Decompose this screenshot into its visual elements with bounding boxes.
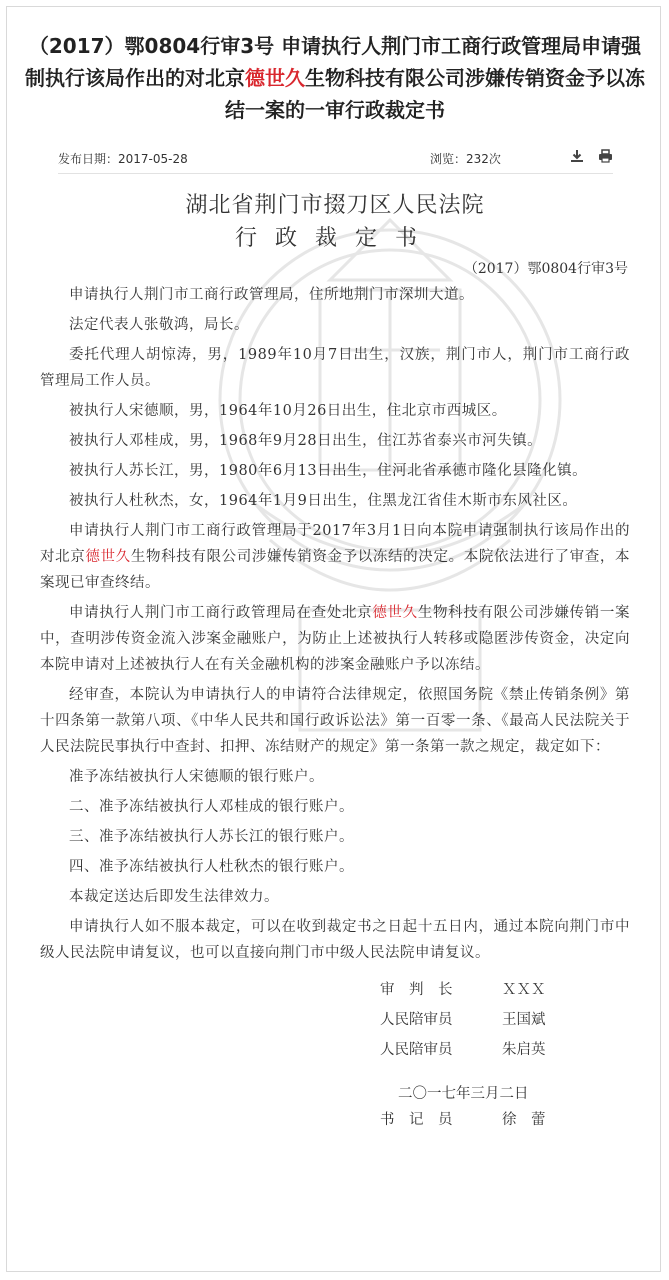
- paragraph: 委托代理人胡惊涛，男，1989年10月7日出生，汉族，荆门市人，荆门市工商行政管理局工作人员。: [40, 347, 630, 389]
- paragraph: 被执行人杜秋杰，女，1964年1月9日出生，住黑龙江省佳木斯市东风社区。: [69, 493, 578, 509]
- juror1-row: [380, 1008, 620, 1034]
- print-icon[interactable]: [598, 149, 613, 167]
- paragraph: 申请执行人荆门市工商行政管理局在查处北京德世久生物科技有限公司涉嫌传销一案中，查明涉传资金流入涉案金融账户，为防止上述被执行人转移或隐匿涉传资金，决定向本院申请对上述被执行人在有关金融机构的涉案金融账户予以冻结。: [40, 605, 631, 673]
- paragraph-list: [40, 282, 630, 966]
- juror2-row: [380, 1038, 620, 1064]
- paragraph: 经审查，本院认为申请执行人的申请符合法律规定，依照国务院《禁止传销条例》第十四条第一款第八项、《中华人民共和国行政诉讼法》第一百零一条、《最高人民法院关于人民法院民事执行中查封、扣押、冻结财产的规定》第一条第一款之规定，裁定如下：: [40, 687, 630, 755]
- paragraph: 被执行人邓桂成，男，1968年9月28日出生，住江苏省泰兴市河失镇。: [69, 433, 543, 449]
- paragraph: 二、准予冻结被执行人邓桂成的银行账户。: [69, 799, 354, 815]
- document-title: （2017）鄂0804行审3号 申请执行人荆门市工商行政管理局申请强制执行该局作出的对北京德世久生物科技有限公司涉嫌传销资金予以冻结一案的一审行政裁定书: [25, 34, 645, 122]
- paragraph: 四、准予冻结被执行人杜秋杰的银行账户。: [69, 859, 354, 875]
- paragraph: 法定代表人张敬鸿，局长。: [69, 317, 249, 333]
- clerk-row: [380, 1108, 620, 1134]
- clerk-name: 徐 蕾: [502, 1112, 546, 1128]
- header-divider: [58, 173, 613, 174]
- company-highlight: 德世久: [372, 605, 418, 621]
- juror2-role: 人民陪审员: [380, 1042, 453, 1058]
- paragraph: 申请执行人如不服本裁定，可以在收到裁定书之日起十五日内，通过本院向荆门市中级人民法院申请复议，也可以直接向荆门市中级人民法院申请复议。: [40, 919, 630, 961]
- document-type: 行政裁定书: [234, 226, 435, 251]
- paragraph: 被执行人宋德顺，男，1964年10月26日出生，住北京市西城区。: [69, 403, 507, 419]
- case-number: （2017）鄂0804行审3号: [463, 261, 628, 277]
- document-body: [40, 190, 631, 1128]
- meta-bar: [58, 150, 613, 170]
- signature-block: [40, 970, 630, 1128]
- paragraph: 申请执行人荆门市工商行政管理局，住所地荆门市深圳大道。: [69, 287, 474, 303]
- ruling-date: 二〇一七年三月二日: [398, 1086, 529, 1102]
- title-highlight: 德世久: [245, 66, 305, 90]
- judge-name: ＸＸＸ: [502, 982, 546, 998]
- juror1-name: 王国斌: [502, 1012, 546, 1028]
- company-highlight: 德世久: [85, 549, 131, 565]
- paragraph: 准予冻结被执行人宋德顺的银行账户。: [69, 769, 324, 785]
- paragraph: 本裁定送达后即发生法律效力。: [69, 889, 279, 905]
- clerk-role: 书 记 员: [380, 1112, 453, 1128]
- paragraph: 申请执行人荆门市工商行政管理局于2017年3月1日向本院申请强制执行该局作出的对北京德世久生物科技有限公司涉嫌传销资金予以冻结的决定。本院依法进行了审查，本案现已审查终结。: [40, 523, 631, 591]
- view-count: 浏览：232次: [430, 152, 501, 166]
- judge-role: 审 判 长: [380, 982, 453, 998]
- action-icons: [560, 149, 613, 167]
- paragraph: 被执行人苏长江，男，1980年6月13日出生，住河北省承德市隆化县隆化镇。: [69, 463, 588, 479]
- download-icon[interactable]: [570, 149, 584, 167]
- juror1-role: 人民陪审员: [380, 1012, 453, 1028]
- paragraph: 三、准予冻结被执行人苏长江的银行账户。: [69, 829, 354, 845]
- date-row: [398, 1082, 638, 1108]
- judge-row: [380, 978, 620, 1004]
- publish-date: 发布日期：2017-05-28: [58, 152, 188, 166]
- juror2-name: 朱启英: [502, 1042, 546, 1058]
- court-name: 湖北省荆门市掇刀区人民法院: [185, 193, 485, 218]
